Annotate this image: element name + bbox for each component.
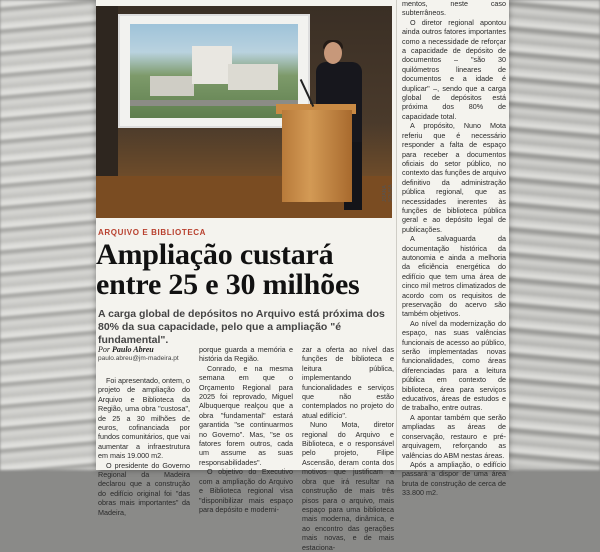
- paragraph: A salvaguarda da documentação histórica da autonomia e ainda a melhoria da eficiência energética do edifício que tem uma área de cinco mil metros climatizados de acordo com os requisitos de preservação do acervo são também objetivos.: [402, 234, 506, 319]
- building-rendering: [130, 24, 298, 118]
- paragraph: porque guarda a memória e história da Região.: [199, 345, 293, 364]
- paragraph: Foi apresentado, ontem, o projeto de ampliação do Arquivo e Biblioteca da Região, uma obra "custosa", de 25 a 30 milhões de euros, cofinanciada por fundos comunitários, que vai aumentar a infraestrutura em mais 19.000 m2.: [98, 376, 190, 461]
- text-column-4: [402, 0, 506, 498]
- paragraph: Ao nível da modernização do espaço, nas suas valências funcionais de acesso ao público, serão implementadas novas funcionalidades, como áreas diferenciadas para a leitura pública em contexto de biblioteca, área para serviços educativos, áreas de estudos e de trabalho, entre outras.: [402, 318, 506, 413]
- podium: [282, 110, 352, 202]
- author-name: Paulo Abreu: [112, 345, 154, 354]
- text-column-3: [302, 345, 394, 552]
- rendering-block: [150, 76, 194, 96]
- text-column-1: [98, 376, 190, 517]
- lead-paragraph: A carga global de depósitos no Arquivo está próxima dos 80% da sua capacidade, pelo que a ampliação "é fundamental".: [98, 308, 385, 346]
- background-newspaper-right: [508, 0, 600, 470]
- byline: [98, 345, 154, 354]
- paragraph: O presidente do Governo Regional da Madeira declarou que a construção do edifício original foi "das obras mais importantes" da Madeira,: [98, 460, 190, 517]
- background-newspaper-left: [0, 0, 100, 470]
- newspaper-page: [96, 0, 509, 552]
- paragraph: zar a oferta ao nível das funções de biblioteca e leitura pública, implementando funcionalidades e serviços que não estão contemplados no projeto do atual edifício".: [302, 345, 394, 420]
- rendering-block: [192, 46, 232, 84]
- paragraph: O diretor regional apontou ainda outros fatores importantes como a necessidade de reforçar a capacidade de depósito de documentos – "são 30 quilómetros lineares de documentos e a idade é duplicar" –, sendo que a carga global de depósitos está próxima dos 80% de capacidade total.: [402, 17, 506, 121]
- author-email: paulo.abreu@jm-madeira.pt: [98, 355, 179, 362]
- paragraph: A propósito, Nuno Mota referiu que é necessário responder a falta de espaço para receber a documentos oficiais do setor público, no contexto das funções de arquivo definitivo da administração pública regional, que as necessidades inerentes às funções de biblioteca pública geral e ao depósito legal de publicações.: [402, 121, 506, 234]
- paragraph: A apontar também que serão ampliadas as áreas de conservação, restauro e pré-arquivagem, reforçando as valências do ABM nestas áreas.: [402, 412, 506, 460]
- headline: Ampliação custará entre 25 e 30 milhões: [96, 238, 360, 301]
- paragraph: mentos, neste caso subterrâneos.: [402, 0, 506, 18]
- photo-credit: JOANA SOUSA: [382, 184, 394, 202]
- rendering-block: [228, 64, 278, 90]
- speaker-head: [324, 42, 342, 64]
- section-label: ARQUIVO E BIBLIOTECA: [98, 228, 207, 237]
- paragraph: Conrado, e na mesma semana em que o Orçamento Regional para 2025 foi reprovado, Miguel Albuquerque realçou que a obra "fundamental" estará garantida "se continuarmos no Governo". Mas, "se os fatores forem outros, cada um assume as suas responsabilidades".: [199, 363, 293, 467]
- byline-prefix: Por: [98, 345, 110, 354]
- paragraph: O objetivo do Executivo com a ampliação do Arquivo e Biblioteca regional visa "disponibilizar mais espaço para depósito e moderni-: [199, 467, 293, 514]
- text-column-2: [199, 345, 293, 514]
- article-photo: [96, 6, 392, 218]
- rendering-road: [130, 100, 298, 106]
- paragraph: Nuno Mota, diretor regional do Arquivo e Biblioteca, e o responsável pelo projeto, Filipe Ascensão, deram conta dos motivos que justificam a obra que irá resultar na construção de mais três pisos para o arquivo, mais espaço para uma biblioteca mais moderna, dinâmica, e ao encontro das gerações mais novas, e de mais estaciona-: [302, 420, 394, 552]
- paragraph: Após a ampliação, o edifício passará a dispor de uma área bruta de construção de cerca de 33.800 m2.: [402, 459, 506, 498]
- column-divider: [396, 0, 397, 470]
